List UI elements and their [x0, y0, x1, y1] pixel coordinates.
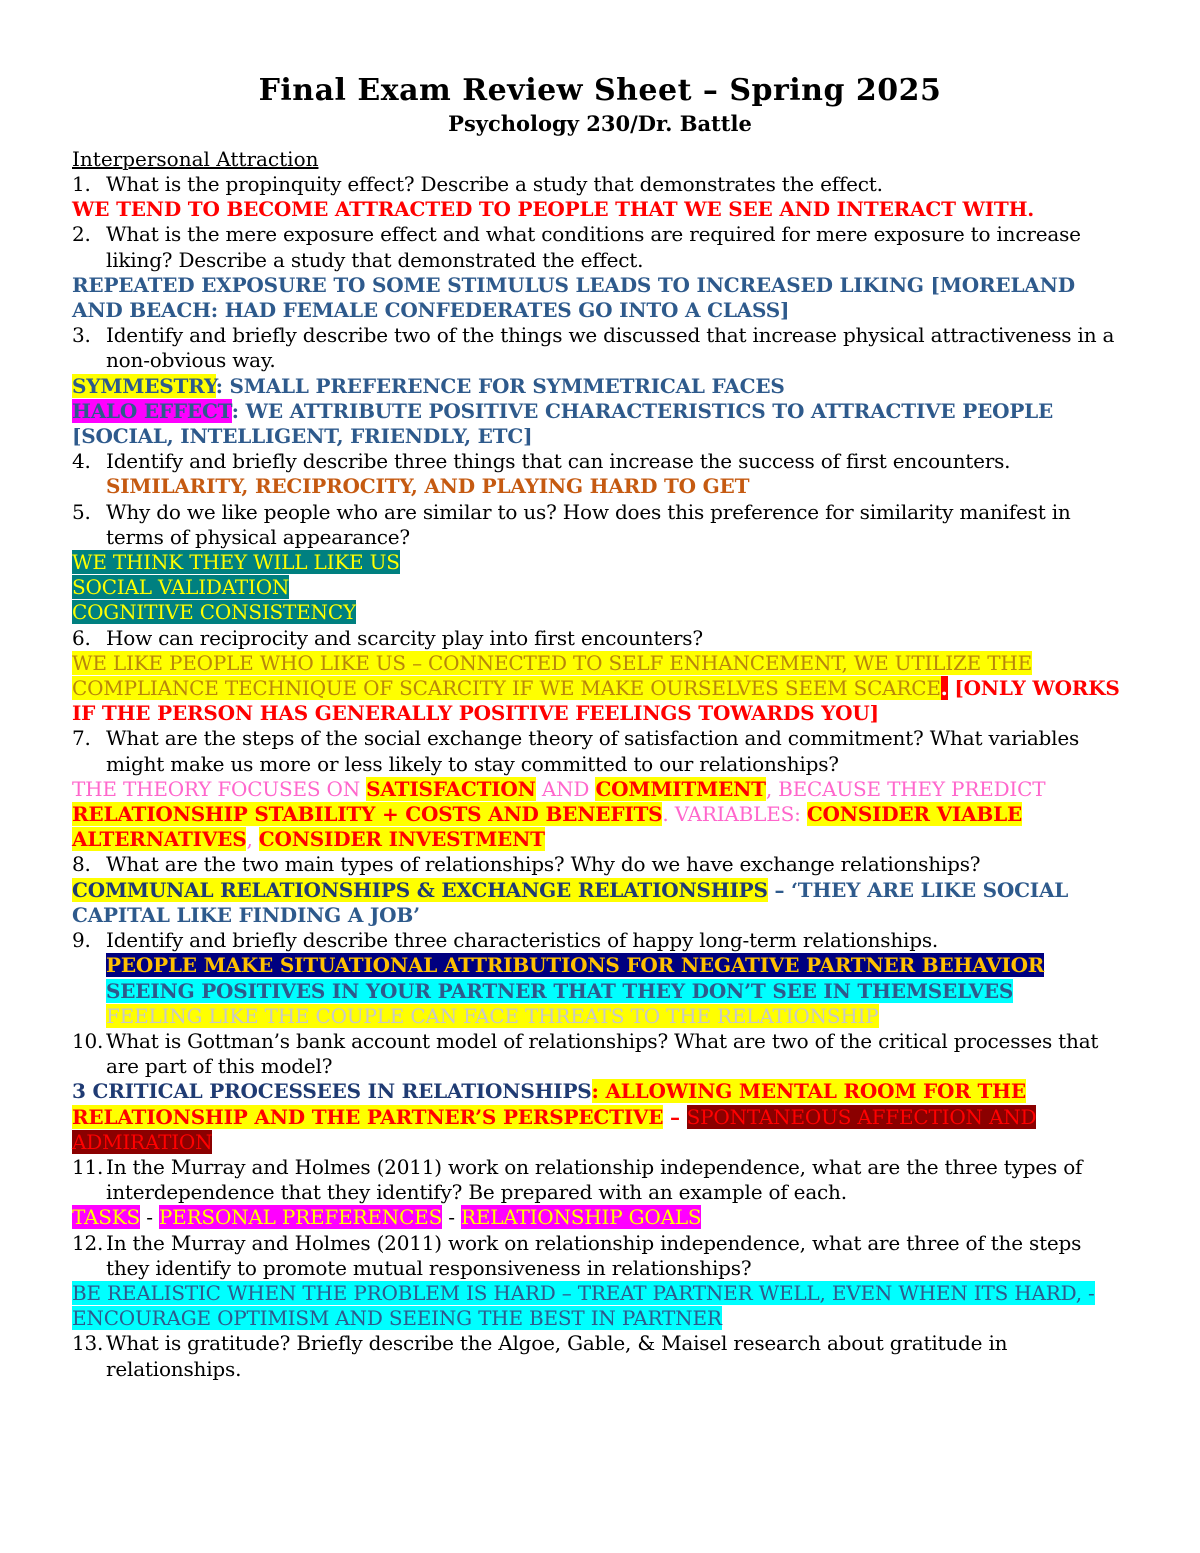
question-number: 7.	[72, 726, 91, 751]
highlight: SATISFACTION	[366, 776, 536, 801]
question-number: 6.	[72, 625, 91, 650]
answer-5	[72, 550, 1128, 626]
section-heading: Interpersonal Attraction	[72, 147, 319, 171]
question-11	[72, 1155, 1128, 1205]
answer-9	[72, 953, 1128, 1029]
highlight: COGNITIVE CONSISTENCY	[72, 600, 356, 625]
question-13	[72, 1331, 1128, 1381]
answer-text: AND	[535, 776, 596, 801]
answer-text: [ONLY WORKS IF THE PERSON HAS GENERALLY POSITIVE FEELINGS TOWARDS YOU]	[72, 676, 1120, 726]
question-text: What is the propinquity effect? Describe a study that demonstrates the effect.	[106, 172, 883, 196]
highlight: PERSONAL PREFERENCES	[158, 1205, 443, 1230]
question-5	[72, 500, 1128, 550]
answer-3-line-1	[72, 374, 1128, 399]
question-10	[72, 1029, 1128, 1079]
separator: -	[140, 1205, 159, 1230]
answer-text: THE THEORY FOCUSES ON	[72, 776, 367, 801]
question-number: 10.	[72, 1028, 104, 1053]
answer-text: – ‘THEY ARE LIKE SOCIAL CAPITAL LIKE FINDING A JOB’	[72, 877, 1069, 927]
question-8	[72, 852, 1128, 877]
answer-text: , BECAUSE THEY PREDICT	[765, 776, 1046, 801]
question-list	[72, 172, 1128, 1382]
question-text: What are the two main types of relationships? Why do we have exchange relationships?	[106, 852, 981, 877]
question-text: What are the steps of the social exchange theory of satisfaction and commitment? What variables might make us more or less likely to stay committed to our relationships?	[106, 726, 1080, 776]
highlight: HALO EFFECT	[72, 398, 232, 423]
question-text: Identify and briefly describe three characteristics of happy long-term relationships.	[106, 928, 939, 953]
highlight: SOCIAL VALIDATION	[72, 575, 290, 600]
question-number: 3.	[72, 323, 91, 348]
separator: -	[442, 1205, 461, 1230]
highlight: RELATIONSHIP STABILITY + COSTS AND BENEFITS	[72, 802, 663, 827]
answer-12	[72, 1281, 1128, 1331]
question-text: Identify and briefly describe two of the things we discussed that increase physical attractiveness in a non-obvious way.	[106, 323, 1115, 373]
highlight: PEOPLE MAKE SITUATIONAL ATTRIBUTIONS FOR NEGATIVE PARTNER BEHAVIOR	[106, 953, 1045, 978]
question-9	[72, 928, 1128, 953]
answer-text: –	[663, 1104, 687, 1129]
highlight: COMMUNAL RELATIONSHIPS & EXCHANGE RELATIONSHIPS	[72, 877, 768, 902]
answer-lead: 3 CRITICAL PROCESSEES IN RELATIONSHIPS	[72, 1079, 592, 1104]
highlight: TASKS	[72, 1205, 141, 1230]
highlight: SEEING POSITIVES IN YOUR PARTNER THAT THEY DON’T SEE IN THEMSELVES	[106, 978, 1014, 1003]
highlight: FEELING LIKE THE COUPLE CAN FACE THREATS TO THE RELATIONSHIP	[106, 1003, 879, 1028]
answer-text: . VARIABLES:	[662, 802, 807, 827]
answer-2: REPEATED EXPOSURE TO SOME STIMULUS LEADS TO INCREASED LIKING [MORELAND AND BEACH: HAD FEMALE CONFEDERATES GO INTO A CLASS]	[72, 272, 1075, 323]
answer-6	[72, 651, 1128, 727]
question-number: 12.	[72, 1230, 104, 1255]
answer-text: : WE ATTRIBUTE POSITIVE CHARACTERISTICS TO ATTRACTIVE PEOPLE [SOCIAL, INTELLIGENT, FRIENDLY, ETC]	[72, 398, 1054, 449]
question-number: 13.	[72, 1331, 104, 1356]
question-7	[72, 726, 1128, 776]
question-text: In the Murray and Holmes (2011) work on relationship independence, what are the three types of interdependence that they identify? Be prepared with an example of each.	[106, 1154, 1083, 1205]
question-2	[72, 222, 1128, 272]
page-subtitle: Psychology 230/Dr. Battle	[448, 111, 752, 136]
answer-4: SIMILARITY, RECIPROCITY, AND PLAYING HARD TO GET	[106, 474, 750, 499]
highlight: WE LIKE PEOPLE WHO LIKE US – CONNECTED TO SELF ENHANCEMENT, WE UTILIZE THE COMPLIANCE TECHNIQUE OF SCARCITY IF WE MAKE OURSELVES SEEM SCARCE	[72, 650, 1032, 701]
highlight: WE THINK THEY WILL LIKE US	[72, 550, 400, 575]
question-text: Identify and briefly describe three things that can increase the success of first encounters.	[106, 449, 1011, 474]
answer-8	[72, 878, 1128, 928]
question-number: 8.	[72, 852, 91, 877]
answer-text: : SMALL PREFERENCE FOR SYMMETRICAL FACES	[215, 373, 785, 398]
answer-1: WE TEND TO BECOME ATTRACTED TO PEOPLE THAT WE SEE AND INTERACT WITH.	[72, 197, 1035, 222]
answer-text: ,	[246, 827, 259, 852]
highlight: SYMMESTRY	[72, 373, 216, 398]
page-title: Final Exam Review Sheet – Spring 2025	[258, 73, 942, 108]
question-text: Why do we like people who are similar to us? How does this preference for similarity manifest in terms of physical appearance?	[106, 499, 1071, 549]
answer-7	[72, 777, 1128, 853]
question-text: In the Murray and Holmes (2011) work on relationship independence, what are three of the steps they identify to promote mutual responsiveness in relationships?	[106, 1230, 1082, 1280]
question-text: What is the mere exposure effect and what conditions are required for mere exposure to increase liking? Describe a study that demonstrated the effect.	[106, 222, 1081, 272]
question-4	[72, 449, 1128, 474]
question-number: 1.	[72, 172, 91, 196]
question-number: 5.	[72, 499, 91, 524]
question-1	[72, 172, 1128, 197]
question-number: 9.	[72, 928, 91, 953]
question-3	[72, 323, 1128, 373]
question-number: 11.	[72, 1154, 104, 1179]
highlight: BE REALISTIC WHEN THE PROBLEM IS HARD – TREAT PARTNER WELL, EVEN WHEN ITS HARD, - ENCOURAGE OPTIMISM AND SEEING THE BEST IN PARTNER	[72, 1280, 1095, 1331]
highlight: CONSIDER VIABLE ALTERNATIVES	[72, 802, 1023, 852]
question-number: 2.	[72, 222, 91, 247]
highlight: COMMITMENT	[595, 776, 766, 801]
question-text: What is gratitude? Briefly describe the Algoe, Gable, & Maisel research about gratitude in relationships.	[106, 1331, 1008, 1381]
question-12	[72, 1231, 1128, 1281]
answer-10	[72, 1079, 1128, 1155]
highlight: : ALLOWING MENTAL ROOM FOR THE RELATIONSHIP AND THE PARTNER’S PERSPECTIVE	[72, 1079, 1026, 1129]
question-number: 4.	[72, 449, 91, 474]
question-6	[72, 626, 1128, 651]
highlight: CONSIDER INVESTMENT	[258, 827, 545, 852]
highlight: SPONTANEOUS AFFECTION AND ADMIRATION	[72, 1104, 1037, 1154]
question-text: What is Gottman’s bank account model of relationships? What are two of the critical processes that are part of this model?	[106, 1028, 1099, 1079]
answer-11	[72, 1205, 1128, 1230]
highlight-dot: .	[940, 676, 948, 701]
highlight: RELATIONSHIP GOALS	[460, 1205, 702, 1230]
question-text: How can reciprocity and scarcity play into first encounters?	[106, 625, 703, 650]
answer-3-line-2	[72, 399, 1128, 449]
